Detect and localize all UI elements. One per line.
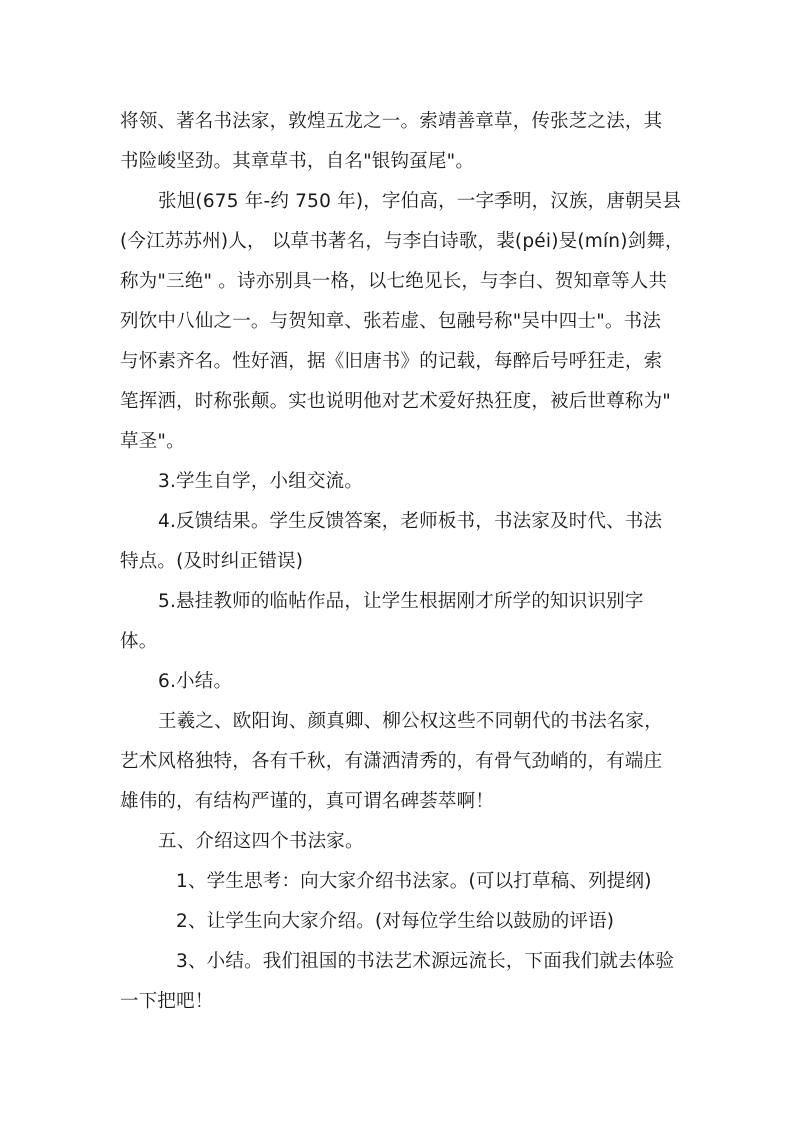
text-line-19: 五、介绍这四个书法家。 <box>158 831 364 852</box>
text-line-8: 笔挥洒，时称张颠。实也说明他对艺术爱好热狂度，被后世尊称为" <box>120 391 672 412</box>
text-line-2: 书险峻坚劲。其章草书，自名"银钩虿尾"。 <box>120 151 475 172</box>
text-line-18: 雄伟的，有结构严谨的，真可谓名碑荟萃啊！ <box>120 791 495 812</box>
text-line-5: 称为"三绝" 。诗亦别具一格，以七绝见长，与李白、贺知章等人共 <box>120 271 668 292</box>
text-line-7: 与怀素齐名。性好酒，据《旧唐书》的记载，每醉后号呼狂走，索 <box>120 351 663 372</box>
text-line-15: 6.小结。 <box>158 671 233 692</box>
text-line-14: 体。 <box>120 631 158 652</box>
text-line-4: (今江苏苏州)人， 以草书著名，与李白诗歌，裴(péi)旻(mín)剑舞， <box>120 231 684 252</box>
text-line-11: 4.反馈结果。学生反馈答案，老师板书，书法家及时代、书法 <box>158 511 663 532</box>
text-line-13: 5.悬挂教师的临帖作品，让学生根据刚才所学的知识识别字 <box>158 591 644 612</box>
text-line-20: 1、学生思考：向大家介绍书法家。(可以打草稿、列提纲) <box>176 871 652 892</box>
text-line-10: 3.学生自学，小组交流。 <box>158 471 364 492</box>
text-line-3: 张旭(675 年-约 750 年)，字伯高，一字季明，汉族，唐朝吴县 <box>158 191 682 212</box>
text-line-12: 特点。(及时纠正错误) <box>120 551 304 572</box>
text-line-6: 列饮中八仙之一。与贺知章、张若虚、包融号称"吴中四士"。书法 <box>120 311 662 332</box>
text-line-9: 草圣"。 <box>120 431 185 452</box>
text-line-21: 2、让学生向大家介绍。(对每位学生给以鼓励的评语) <box>176 911 615 932</box>
text-line-1: 将领、著名书法家，敦煌五龙之一。索靖善章草，传张芝之法，其 <box>120 111 663 132</box>
text-line-23: 一下把吧！ <box>120 991 214 1012</box>
text-line-22: 3、小结。我们祖国的书法艺术源远流长，下面我们就去体验 <box>176 951 675 972</box>
text-line-17: 艺术风格独特，各有千秋，有潇洒清秀的，有骨气劲峭的，有端庄 <box>120 751 663 772</box>
text-line-16: 王羲之、欧阳询、颜真卿、柳公权这些不同朝代的书法名家， <box>158 711 663 732</box>
